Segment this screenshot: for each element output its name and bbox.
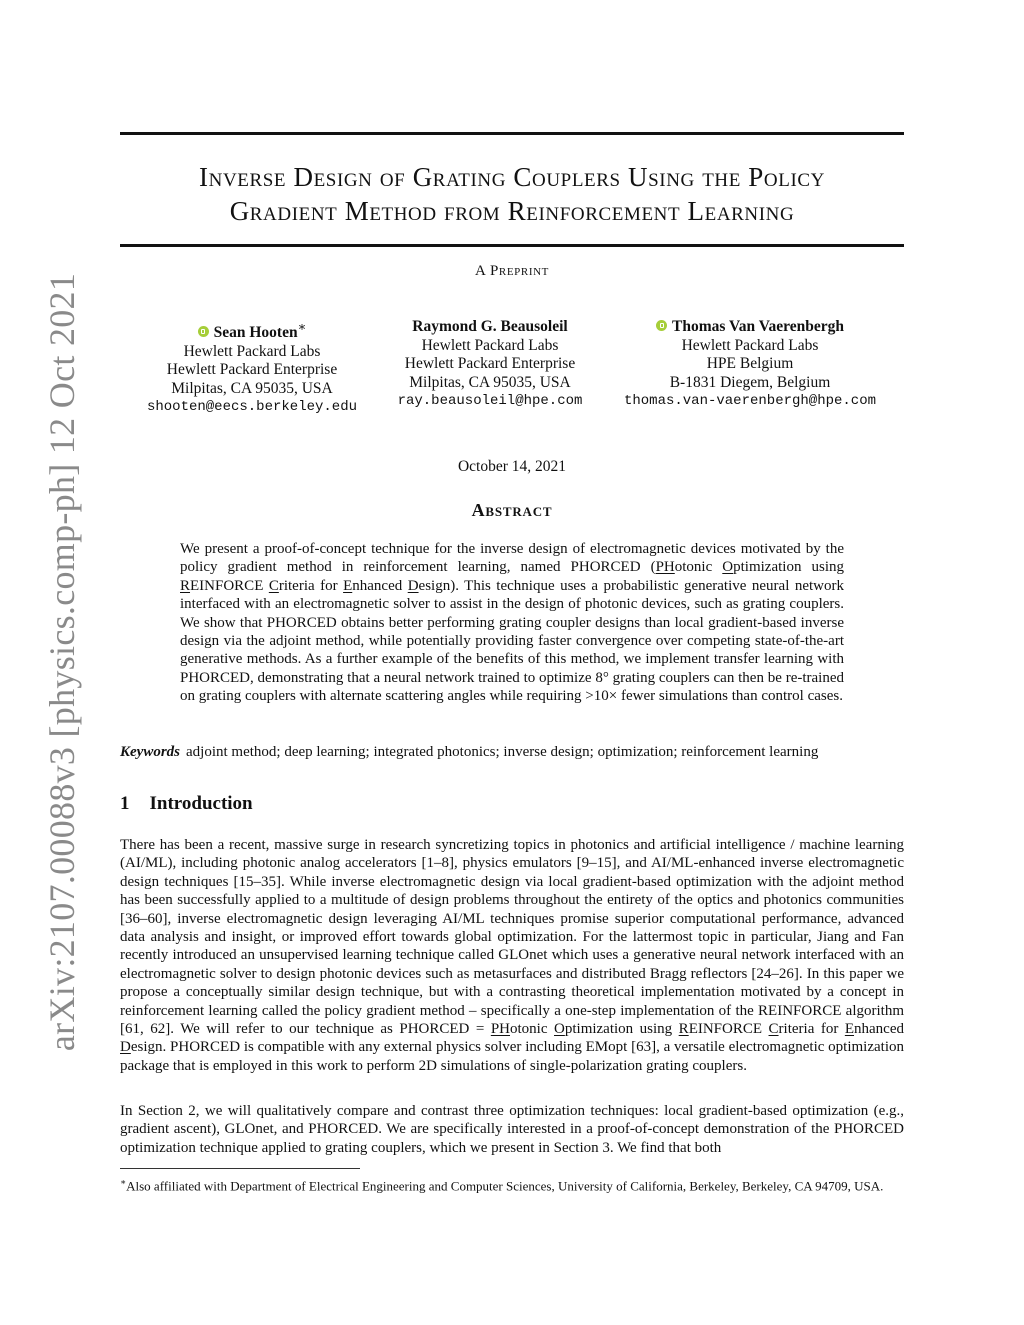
acronym-letter: O bbox=[554, 1021, 565, 1038]
acronym-word: esign bbox=[418, 577, 451, 594]
title-top-rule bbox=[120, 132, 904, 135]
author-affiliation: Hewlett Packard Enterprise bbox=[404, 355, 576, 372]
section-title: Introduction bbox=[149, 793, 253, 814]
author-name-line bbox=[610, 318, 890, 337]
acronym-letter: R bbox=[678, 1021, 689, 1038]
acronym-letter: R bbox=[180, 577, 191, 594]
footnote-divider bbox=[120, 1168, 360, 1169]
abstract-body bbox=[180, 540, 844, 706]
author-name-line bbox=[130, 318, 374, 343]
acronym-word: riteria for bbox=[778, 1021, 845, 1038]
preprint-label: A Preprint bbox=[475, 263, 549, 279]
paragraph-text: There has been a recent, massive surge in research syncretizing topics in photonics and artificial intelligence / machine learning (AI/ML), including photonic analog accelerators [1–8], physics emulators [9–15], and AI/ML-enhanced inverse electromagnetic design techniques [15–35]. While inverse electromagnetic design via local gradient-based optimization with the adjoint method has been successfully applied to a multitude of design problems throughout the entirety of the optics and photonics communities [36–60], inverse electromagnetic design leveraging AI/ML techniques promise superior computational performance, advanced data analysis and insight, or improved effort towards global optimization. For the lattermost topic in particular, Jiang and Fan recently introduced an unsupervised learning technique called GLOnet which uses a generative neural network interfaced with an electromagnetic solver to design photonic devices such as metasurfaces and distributed Bragg reflectors [24–26]. In this paper we propose a conceptually similar design technique, but with a contrasting theoretical implementation motivated by a concept in reinforcement learning called the policy gradient method – specifically a one-step implementation of the REINFORCE algorithm [61, 62]. We will refer to our technique as PHORCED = bbox=[120, 837, 904, 1038]
publication-date: October 14, 2021 bbox=[457, 458, 567, 475]
acronym-letter: C bbox=[268, 577, 279, 594]
author-name: Raymond G. Beausoleil bbox=[412, 318, 568, 335]
author-name: Thomas Van Vaerenbergh bbox=[672, 318, 844, 335]
acronym-word: esign bbox=[130, 1039, 163, 1056]
acronym-letter: D bbox=[407, 577, 419, 594]
section-heading-introduction bbox=[120, 793, 253, 815]
acronym-letter: PH bbox=[490, 1021, 511, 1038]
title-line-2: Gradient Method from Reinforcement Learning bbox=[229, 196, 795, 226]
author-email[interactable]: thomas.van-vaerenbergh@hpe.com bbox=[623, 393, 877, 409]
acronym-word: riteria for bbox=[278, 577, 344, 594]
paragraph-text: . PHORCED is compatible with any external physics solver including EMopt [63], a versatile electromagnetic optimization package that is employed in this work to perform 2D simulations of single-polarization grating couplers. bbox=[120, 1039, 904, 1074]
author-address: Milpitas, CA 95035, USA bbox=[409, 373, 571, 391]
footnote-text: Also affiliated with Department of Electrical Engineering and Computer Sciences, University of California, Berkeley, Berkeley, CA 94709, USA. bbox=[126, 1178, 884, 1194]
acronym-word: EINFORCE bbox=[688, 1021, 769, 1038]
author-block-2 bbox=[380, 318, 600, 411]
author-email[interactable]: ray.beausoleil@hpe.com bbox=[397, 393, 583, 409]
acronym-word: nhanced bbox=[352, 577, 408, 594]
section-number: 1 bbox=[120, 793, 130, 814]
author-email[interactable]: shooten@eecs.berkeley.edu bbox=[146, 399, 358, 416]
author-address: B-1831 Diegem, Belgium bbox=[669, 373, 831, 391]
acronym-letter: O bbox=[722, 559, 734, 576]
author-affiliation: Hewlett Packard Labs bbox=[681, 336, 819, 354]
title-line-1: Inverse Design of Grating Couplers Using the Policy bbox=[199, 162, 825, 192]
author-affiliation: HPE Belgium bbox=[706, 355, 794, 372]
author-name: Sean Hooten bbox=[213, 324, 298, 342]
intro-paragraph-1 bbox=[120, 836, 904, 1075]
author-block-3 bbox=[610, 318, 890, 411]
orcid-icon[interactable] bbox=[198, 326, 209, 337]
footnote bbox=[120, 1174, 904, 1194]
author-name-line bbox=[380, 318, 600, 337]
intro-paragraph-2: In Section 2, we will qualitatively compare and contrast three optimization techniques: local gradient-based optimization (e.g., gradient ascent), GLOnet, and PHORCED. We are specifically interested in a proof-of-concept demonstration of the PHORCED optimization technique applied to grating couplers, which we present in Section 3. We find that both bbox=[120, 1103, 904, 1156]
acronym-letter: C bbox=[768, 1021, 779, 1038]
acronym-word: nhanced bbox=[854, 1021, 904, 1038]
abstract-heading: Abstract bbox=[471, 500, 553, 520]
author-affiliation: Hewlett Packard Labs bbox=[183, 342, 321, 360]
keywords-label: Keywords bbox=[120, 744, 180, 760]
arxiv-side-identifier: arXiv:2107.00088v3 [physics.comp-ph] 12 Oct 2021 bbox=[42, 272, 82, 1052]
author-footnote-marker: ∗ bbox=[297, 319, 307, 334]
author-block-1 bbox=[130, 318, 374, 417]
acronym-letter: D bbox=[120, 1039, 131, 1056]
author-address: Milpitas, CA 95035, USA bbox=[171, 379, 333, 397]
acronym-letter: E bbox=[343, 577, 353, 594]
title-bottom-rule bbox=[120, 244, 904, 247]
acronym-word: EINFORCE bbox=[190, 577, 269, 594]
author-affiliation: Hewlett Packard Labs bbox=[421, 336, 559, 354]
acronym-letter: PH bbox=[655, 559, 675, 576]
footnote-marker: ∗ bbox=[120, 1177, 127, 1187]
acronym-letter: E bbox=[844, 1021, 855, 1038]
acronym-word: otonic bbox=[510, 1021, 555, 1038]
keywords-line bbox=[120, 744, 910, 761]
orcid-icon[interactable] bbox=[656, 320, 667, 331]
abstract-text-part2: ). This technique uses a probabilistic generative neural network interfaced with an electromagnetic solver to assist in the design of photonic devices, such as grating couplers. We show that PHORCED obtains better performing grating coupler designs than local gradient-based inverse design via the adjoint method, while potentially providing faster convergence over competing state-of-the-art generative methods. As a further example of the benefits of this method, we implement transfer learning with PHORCED, demonstrating that a neural network trained to optimize 8° grating couplers can then be re-trained on grating couplers with alternate scattering angles while requiring >10× fewer simulations than control cases. bbox=[180, 577, 844, 705]
paper-title bbox=[120, 160, 904, 228]
abstract-text-part1: We present a proof-of-concept technique for the inverse design of electromagnetic devices motivated by the policy gradient method in reinforcement learning, named PHORCED ( bbox=[180, 541, 844, 576]
acronym-word: ptimization using bbox=[733, 559, 844, 576]
keywords-text: adjoint method; deep learning; integrated photonics; inverse design; optimization; reinforcement learning bbox=[186, 744, 819, 760]
acronym-word: otonic bbox=[674, 559, 723, 576]
author-affiliation: Hewlett Packard Enterprise bbox=[166, 361, 338, 379]
acronym-word: ptimization using bbox=[564, 1021, 679, 1038]
